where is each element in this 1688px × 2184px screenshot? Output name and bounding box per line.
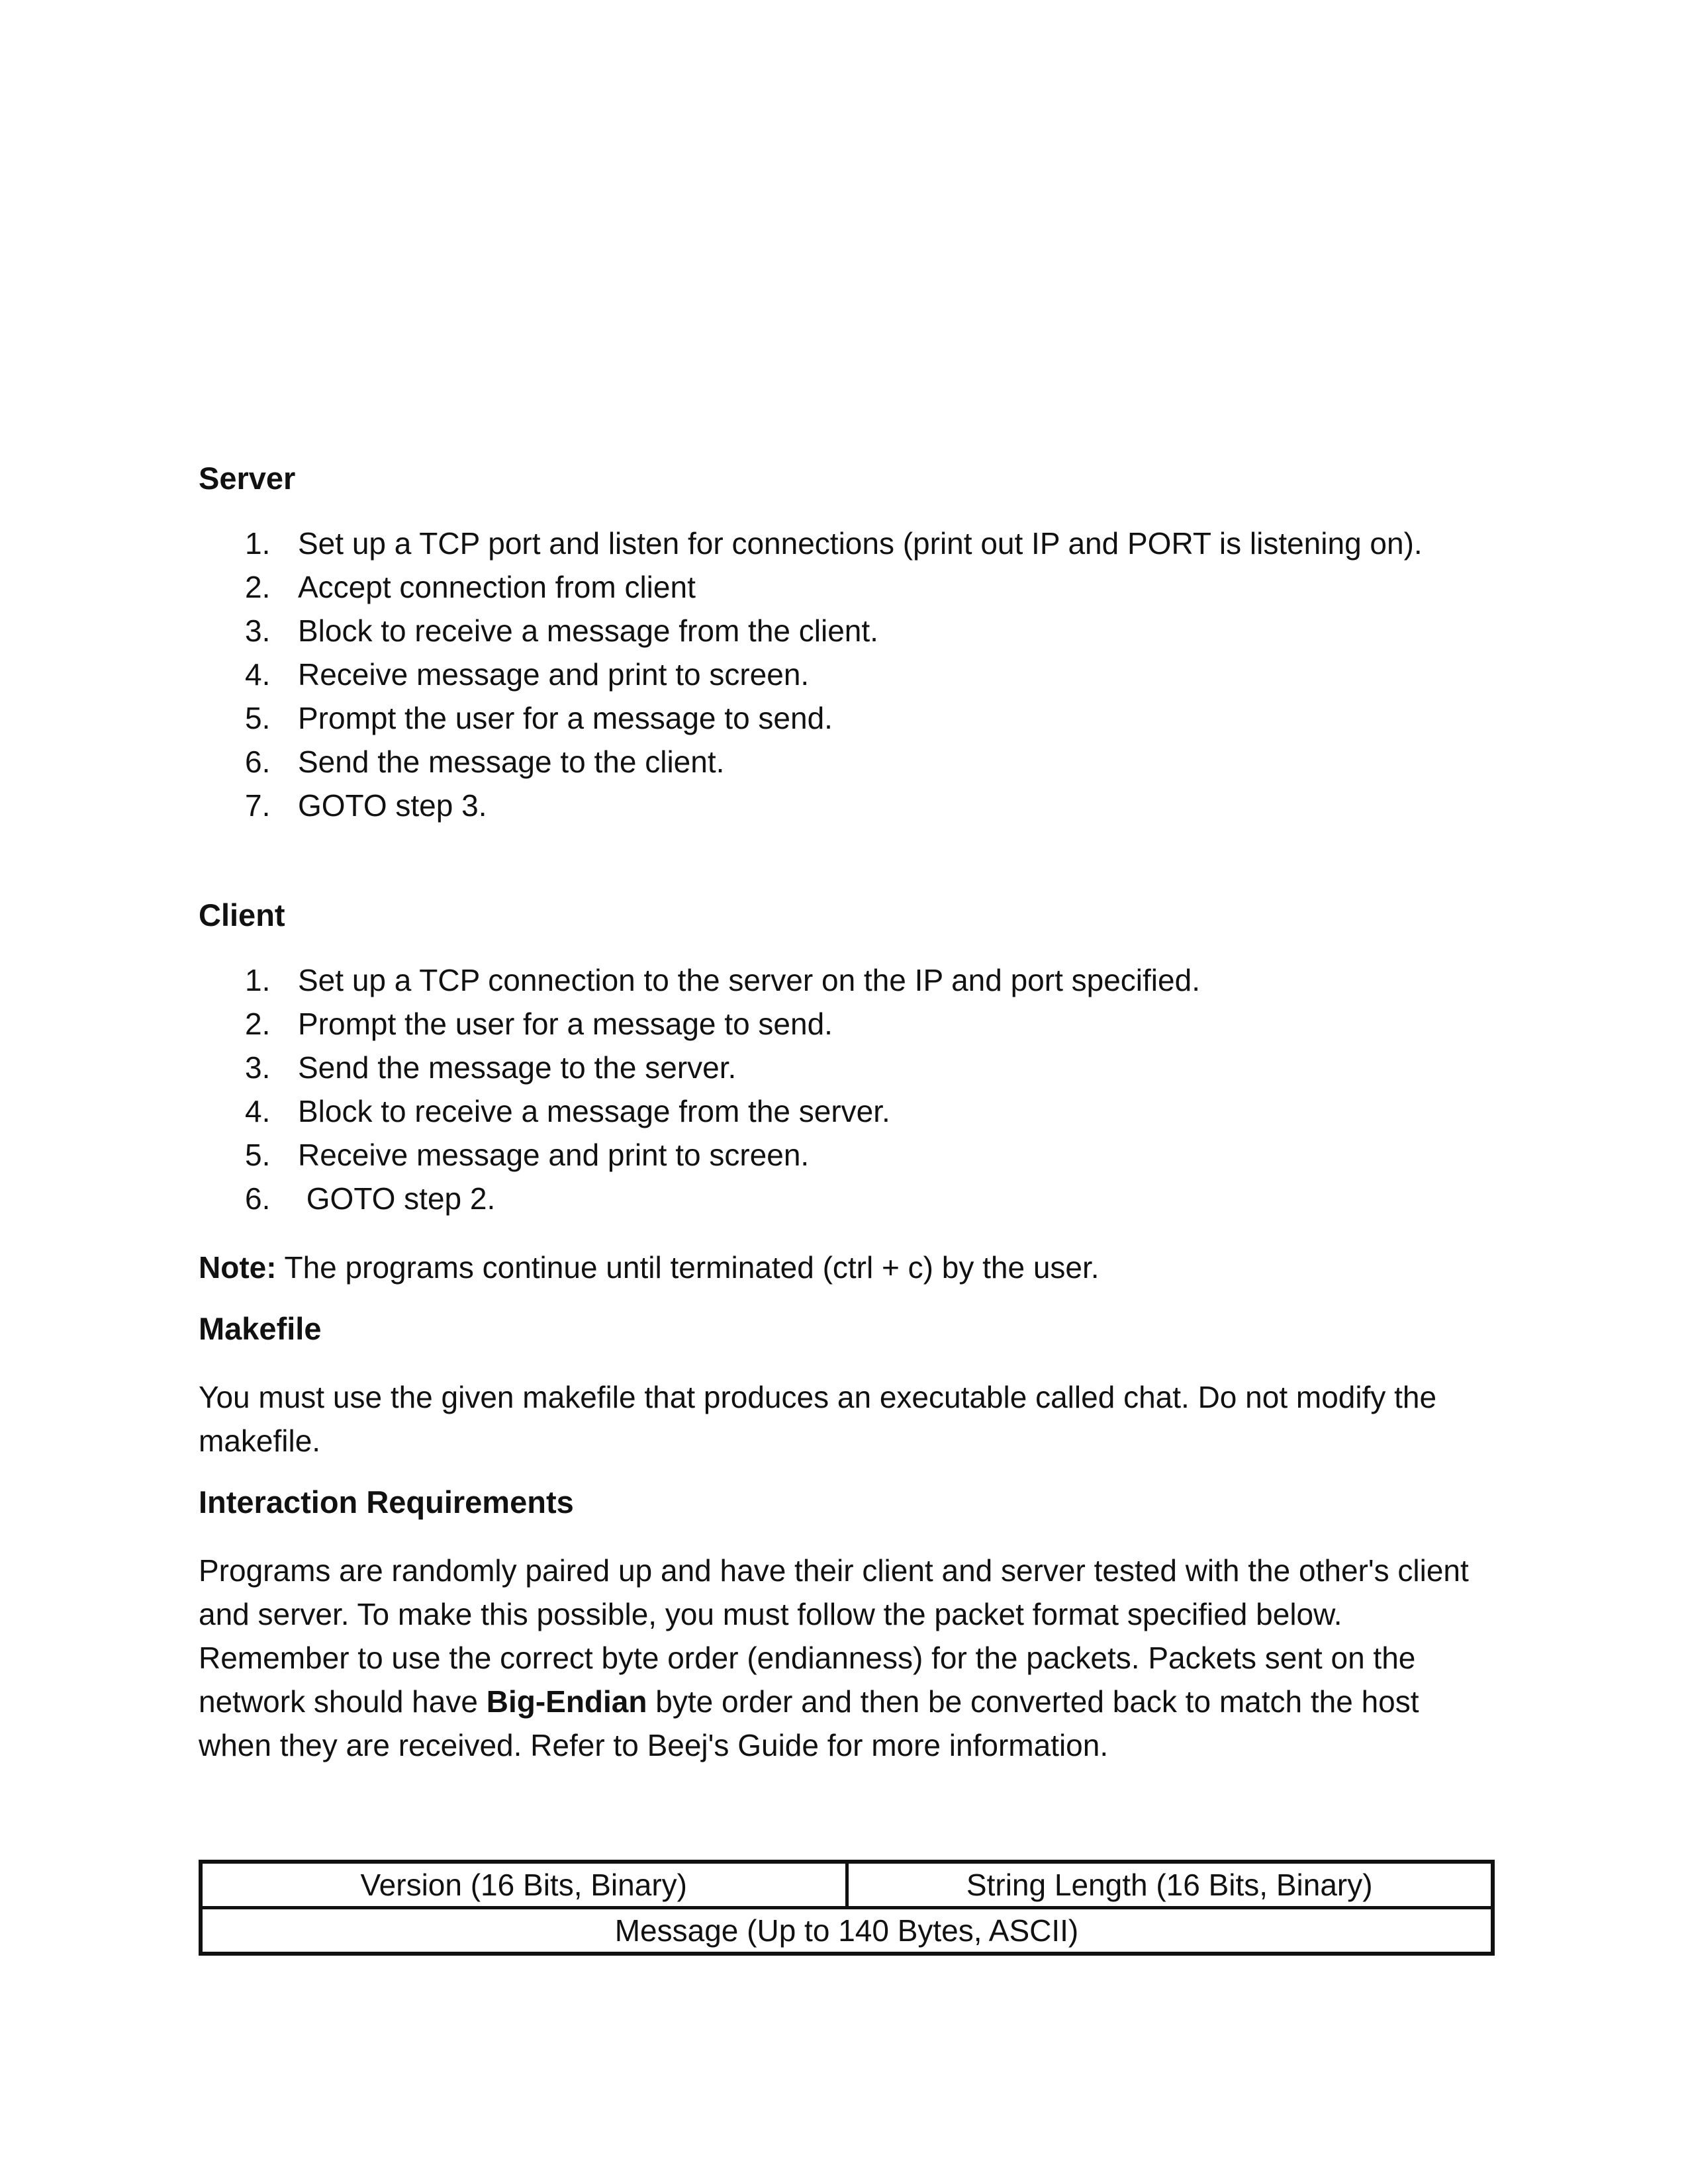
packet-format-table bbox=[199, 1860, 1495, 1956]
interaction-text-after: byte order and then be converted back to match the host when they are received. Refer to Beej's Guide for more information. bbox=[199, 1684, 1419, 1762]
list-item bbox=[245, 784, 1423, 827]
list-number: 6. bbox=[245, 745, 271, 779]
list-item bbox=[245, 653, 1423, 696]
list-text: Send the message to the server. bbox=[298, 1050, 737, 1085]
list-number: 5. bbox=[245, 1138, 271, 1172]
list-number: 2. bbox=[245, 570, 271, 604]
list-number: 1. bbox=[245, 963, 271, 997]
makefile-paragraph: You must use the given makefile that produces an executable called chat. Do not modify the makefile. bbox=[199, 1380, 1437, 1458]
list-text: Receive message and print to screen. bbox=[298, 1138, 810, 1172]
server-steps-list bbox=[245, 522, 1423, 827]
table-row bbox=[201, 1908, 1493, 1954]
note-text: The programs continue until terminated (ctrl + c) by the user. bbox=[276, 1250, 1100, 1285]
message-cell: Message (Up to 140 Bytes, ASCII) bbox=[201, 1908, 1493, 1954]
list-item bbox=[245, 1002, 1200, 1046]
list-number: 1. bbox=[245, 526, 271, 561]
interaction-paragraph bbox=[199, 1549, 1496, 1767]
table-row bbox=[201, 1862, 1493, 1908]
list-item bbox=[245, 958, 1200, 1002]
list-number: 4. bbox=[245, 1094, 271, 1128]
list-text: Send the message to the client. bbox=[298, 745, 725, 779]
list-number: 6. bbox=[245, 1181, 271, 1216]
server-heading: Server bbox=[199, 461, 296, 496]
list-item bbox=[245, 740, 1423, 784]
interaction-heading: Interaction Requirements bbox=[199, 1484, 574, 1520]
list-item bbox=[245, 1133, 1200, 1177]
note-paragraph bbox=[199, 1246, 1496, 1289]
list-text: Set up a TCP port and listen for connections (print out IP and PORT is listening on). bbox=[298, 526, 1423, 561]
list-text: Accept connection from client bbox=[298, 570, 696, 604]
big-endian-emphasis: Big-Endian bbox=[486, 1684, 647, 1719]
list-number: 2. bbox=[245, 1007, 271, 1041]
list-item bbox=[245, 1177, 1200, 1220]
list-text: Set up a TCP connection to the server on the IP and port specified. bbox=[298, 963, 1200, 997]
list-item bbox=[245, 696, 1423, 740]
list-text: Prompt the user for a message to send. bbox=[298, 1007, 833, 1041]
version-cell: Version (16 Bits, Binary) bbox=[201, 1862, 847, 1908]
list-number: 4. bbox=[245, 657, 271, 692]
makefile-heading: Makefile bbox=[199, 1311, 322, 1346]
note-label: Note: bbox=[199, 1250, 277, 1285]
list-item bbox=[245, 1089, 1200, 1133]
client-heading: Client bbox=[199, 897, 285, 933]
list-text: GOTO step 2. bbox=[298, 1181, 496, 1216]
client-steps-list bbox=[245, 958, 1200, 1220]
list-number: 3. bbox=[245, 1050, 271, 1085]
list-text: Block to receive a message from the server. bbox=[298, 1094, 890, 1128]
list-text: Prompt the user for a message to send. bbox=[298, 701, 833, 735]
interaction-text-before: Programs are randomly paired up and have their client and server tested with the other's client and server. To make this possible, you must follow the packet format specified below. Remember to use the correct byte order (endianness) for the packets. Packets sent on the network should have bbox=[199, 1553, 1469, 1719]
list-text: GOTO step 3. bbox=[298, 788, 487, 823]
list-item bbox=[245, 1046, 1200, 1089]
list-number: 7. bbox=[245, 788, 271, 823]
list-number: 3. bbox=[245, 614, 271, 648]
list-text: Receive message and print to screen. bbox=[298, 657, 810, 692]
list-number: 5. bbox=[245, 701, 271, 735]
list-item bbox=[245, 522, 1423, 565]
string-length-cell: String Length (16 Bits, Binary) bbox=[847, 1862, 1493, 1908]
list-item bbox=[245, 565, 1423, 609]
list-text: Block to receive a message from the client. bbox=[298, 614, 878, 648]
list-item bbox=[245, 609, 1423, 653]
